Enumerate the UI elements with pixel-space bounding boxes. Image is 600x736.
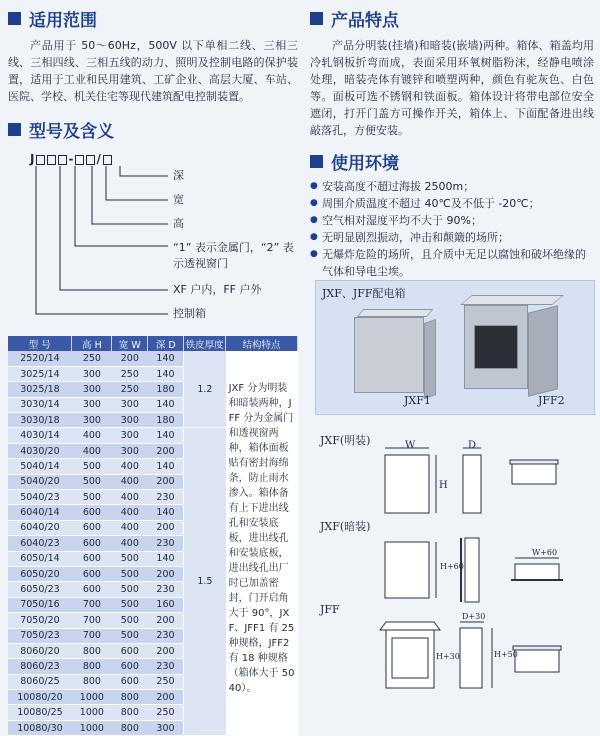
cell-model: 3025/14	[8, 366, 72, 381]
col-thickness: 铁皮厚度	[184, 336, 226, 351]
square-bullet-icon	[8, 12, 21, 25]
col-width: 宽 W	[112, 336, 148, 351]
dim-h30: H+30	[436, 652, 460, 661]
code-slash: /	[96, 152, 102, 166]
left-column	[8, 6, 298, 736]
top-view-lip	[513, 646, 561, 650]
front-view-box	[385, 542, 429, 598]
cell-model: 6050/20	[8, 566, 72, 581]
col-depth: 深 D	[148, 336, 184, 351]
jff2-box-side	[528, 305, 558, 396]
col-height: 高 H	[72, 336, 112, 351]
side-view-box	[465, 538, 479, 602]
code-box	[75, 155, 84, 165]
environment-title: 使用环境	[331, 154, 399, 174]
cell-model: 4030/20	[8, 443, 72, 458]
cell-model: 6050/14	[8, 551, 72, 566]
cell-height: 300	[72, 366, 112, 381]
cell-width: 600	[112, 674, 148, 689]
cell-width: 600	[112, 643, 148, 658]
cell-model: 7050/20	[8, 613, 72, 628]
square-bullet-icon	[8, 123, 21, 136]
cell-model: 6050/23	[8, 582, 72, 597]
jxf1-box-top	[357, 309, 434, 317]
cell-model: 8060/20	[8, 643, 72, 658]
cell-depth: 230	[148, 628, 184, 643]
cell-model: 3030/18	[8, 413, 72, 428]
cell-height: 800	[72, 659, 112, 674]
dim-d30: D+30	[462, 612, 486, 621]
list-item: ● 空气相对湿度平均不大于 90%；	[310, 212, 594, 229]
cell-depth: 200	[148, 643, 184, 658]
cell-width: 400	[112, 474, 148, 489]
cell-width: 200	[112, 351, 148, 366]
cell-width: 300	[112, 428, 148, 443]
front-view-box	[386, 630, 434, 688]
cell-height: 300	[72, 397, 112, 412]
cell-depth: 300	[148, 720, 184, 735]
model-heading	[8, 117, 298, 142]
cell-model: 8060/25	[8, 674, 72, 689]
cell-model: 7050/16	[8, 597, 72, 612]
spec-table	[8, 336, 298, 736]
dimension-drawings-svg	[360, 440, 600, 710]
table-header-row	[8, 336, 298, 351]
cell-height: 600	[72, 520, 112, 535]
cell-height: 600	[72, 536, 112, 551]
cell-width: 600	[112, 659, 148, 674]
cell-width: 300	[112, 443, 148, 458]
features-heading	[310, 6, 594, 31]
environment-list	[310, 178, 594, 280]
cell-width: 400	[112, 536, 148, 551]
cell-model: 10080/30	[8, 720, 72, 735]
cell-width: 500	[112, 597, 148, 612]
cell-height: 300	[72, 382, 112, 397]
cell-model: 6040/23	[8, 536, 72, 551]
cell-height: 800	[72, 643, 112, 658]
top-view-lip	[510, 460, 558, 464]
cell-model: 5040/20	[8, 474, 72, 489]
cell-width: 400	[112, 459, 148, 474]
cell-model: 5040/14	[8, 459, 72, 474]
cell-model: 3030/14	[8, 397, 72, 412]
cell-depth: 200	[148, 443, 184, 458]
features-title: 产品特点	[331, 11, 399, 31]
col-structure: 结构特点	[226, 336, 298, 351]
cell-width: 800	[112, 690, 148, 705]
front-view-box	[385, 455, 429, 513]
top-view-box	[515, 564, 559, 580]
list-item: ● 安装高度不超过海拔 2500m；	[310, 178, 594, 195]
cell-height: 500	[72, 474, 112, 489]
cell-model: 6040/20	[8, 520, 72, 535]
cell-height: 600	[72, 551, 112, 566]
cell-height: 600	[72, 566, 112, 581]
cell-width: 300	[112, 413, 148, 428]
cell-height: 400	[72, 428, 112, 443]
cell-height: 600	[72, 505, 112, 520]
cell-depth: 250	[148, 674, 184, 689]
cell-width: 500	[112, 613, 148, 628]
product-photo-panel	[315, 280, 595, 415]
jxf1-box-side	[424, 319, 436, 399]
list-item: ● 无明显剧烈振动，冲击和颠簸的场所；	[310, 229, 594, 246]
code-separator: -	[68, 152, 75, 166]
cell-height: 800	[72, 674, 112, 689]
jff2-window	[474, 325, 518, 369]
side-view-box	[460, 628, 482, 688]
cell-model: 5040/23	[8, 490, 72, 505]
label-door-type: “1” 表示金属门，“2” 表示透视窗门	[173, 241, 294, 270]
code-box	[58, 155, 67, 165]
usage-text: 产品用于 50～60Hz，500V 以下单相二线、三相三线、三相四线、三相五线的动力、照明及控制电路的保护装置，适用于工业和民用建筑、工矿企业、高层大厦、车站、医院、学校、机关住宅等现代建筑配电控制装置。	[8, 39, 298, 103]
side-view-box	[463, 455, 481, 513]
cell-width: 250	[112, 382, 148, 397]
roof-shape	[380, 622, 440, 630]
cell-model: 8060/23	[8, 659, 72, 674]
model-title: 型号及含义	[29, 122, 114, 142]
cell-depth: 140	[148, 551, 184, 566]
cell-model: 6040/14	[8, 505, 72, 520]
cell-height: 1000	[72, 720, 112, 735]
cell-width: 800	[112, 720, 148, 735]
jff2-box-roof	[460, 295, 564, 305]
col-model: 型 号	[8, 336, 72, 351]
cell-height: 600	[72, 582, 112, 597]
spec-table-body	[8, 351, 298, 736]
cell-depth: 140	[148, 366, 184, 381]
cell-depth: 140	[148, 459, 184, 474]
cell-width: 300	[112, 397, 148, 412]
features-text: 产品分明装(挂墙)和暗装(嵌墙)两种。箱体、箱盖均用冷轧钢板折弯而成，表面采用环氧树脂粉沫，经静电喷涂处理，暗装壳体有镀锌和喷塑两种，颜色有驼灰色、白色等。面板可选不锈钢和铁面板。箱体设计将带电部位安全遮闭，打开门盖方可操作开关，箱体上、下面配备进出线敲落孔，方便安装。	[310, 39, 594, 137]
cell-width: 400	[112, 490, 148, 505]
photo-title: JXF、JFF配电箱	[322, 287, 406, 300]
jxf1-box-image	[354, 317, 424, 393]
cell-depth: 140	[148, 397, 184, 412]
code-box	[36, 155, 45, 165]
usage-heading	[8, 6, 298, 31]
photo-label-jff2: JFF2	[538, 394, 565, 407]
cell-width: 500	[112, 582, 148, 597]
cell-height: 1000	[72, 690, 112, 705]
cell-width: 800	[112, 705, 148, 720]
cell-depth: 140	[148, 428, 184, 443]
code-prefix: J	[30, 152, 36, 166]
label-indoor-outdoor: XF 户内，FF 户外	[173, 283, 262, 296]
cell-height: 1000	[72, 705, 112, 720]
right-column	[310, 6, 594, 280]
usage-title: 适用范围	[29, 11, 97, 31]
label-height: 高	[173, 217, 184, 230]
model-code-diagram	[30, 152, 298, 166]
square-bullet-icon	[310, 155, 323, 168]
cell-width: 400	[112, 505, 148, 520]
square-bullet-icon	[310, 12, 323, 25]
label-depth: 深	[173, 169, 184, 182]
cell-width: 400	[112, 520, 148, 535]
cell-structure-note: JXF 分为明装和暗装两种，JFF 分为金属门和透视窗两种，箱体面板贴有密封海绵条，防止雨水渗入。箱体备有上下进出线孔和安装底板，进出线孔和安装底板，进出线孔出厂时已加盖密封，门开启角大于 90°，JXF、JFF1 有 25 种规格，JFF2 有 18 种规格（箱体大于 5040）。	[226, 351, 298, 736]
cell-width: 500	[112, 551, 148, 566]
cell-height: 250	[72, 351, 112, 366]
cell-height: 500	[72, 459, 112, 474]
photo-label-jxf1: JXF1	[404, 394, 431, 407]
label-control-box: 控制箱	[173, 307, 206, 320]
cell-height: 500	[72, 490, 112, 505]
cell-depth: 230	[148, 490, 184, 505]
code-box	[103, 155, 112, 165]
dim-d-1: D	[468, 440, 477, 451]
cell-height: 400	[72, 443, 112, 458]
cell-height: 700	[72, 613, 112, 628]
drawing-title-jxf-flush: JXF(暗装)	[320, 520, 371, 533]
dim-w-1: W	[405, 440, 416, 451]
cell-thickness-1: 1.2	[184, 351, 226, 428]
drawing-title-jff: JFF	[320, 603, 340, 616]
cell-model: 2520/14	[8, 351, 72, 366]
dim-h60: H+60	[440, 562, 464, 571]
model-tree	[8, 166, 298, 330]
cell-depth: 200	[148, 566, 184, 581]
top-view-box	[515, 650, 559, 672]
list-item: ● 无爆炸危险的场所，且介质中无足以腐蚀和破坏绝缘的气体和导电尘埃。	[310, 246, 594, 280]
cell-width: 500	[112, 566, 148, 581]
drawing-title-jxf-surface: JXF(明装)	[320, 434, 371, 447]
cell-height: 700	[72, 597, 112, 612]
cell-depth: 140	[148, 505, 184, 520]
table-row	[8, 351, 298, 366]
dim-h-1: H	[439, 480, 448, 491]
list-item: ● 周围介质温度不超过 40℃及不低于 -20℃；	[310, 195, 594, 212]
cell-depth: 230	[148, 582, 184, 597]
cell-width: 500	[112, 628, 148, 643]
cell-thickness-2: 1.5	[184, 428, 226, 736]
cell-depth: 140	[148, 351, 184, 366]
cell-model: 7050/23	[8, 628, 72, 643]
cell-height: 700	[72, 628, 112, 643]
cell-depth: 200	[148, 613, 184, 628]
cell-depth: 160	[148, 597, 184, 612]
cell-depth: 250	[148, 705, 184, 720]
code-box	[86, 155, 95, 165]
cell-depth: 200	[148, 690, 184, 705]
cell-depth: 230	[148, 659, 184, 674]
environment-heading	[310, 149, 594, 174]
dim-h50: H+50	[494, 650, 518, 659]
cell-model: 3025/18	[8, 382, 72, 397]
cell-depth: 230	[148, 536, 184, 551]
dim-w60: W+60	[532, 548, 558, 557]
cell-depth: 200	[148, 520, 184, 535]
cell-width: 250	[112, 366, 148, 381]
cell-height: 300	[72, 413, 112, 428]
cell-depth: 180	[148, 382, 184, 397]
code-box	[47, 155, 56, 165]
cell-model: 10080/25	[8, 705, 72, 720]
cell-model: 4030/14	[8, 428, 72, 443]
cell-depth: 180	[148, 413, 184, 428]
label-width: 宽	[173, 193, 184, 206]
cell-model: 10080/20	[8, 690, 72, 705]
cell-depth: 200	[148, 474, 184, 489]
